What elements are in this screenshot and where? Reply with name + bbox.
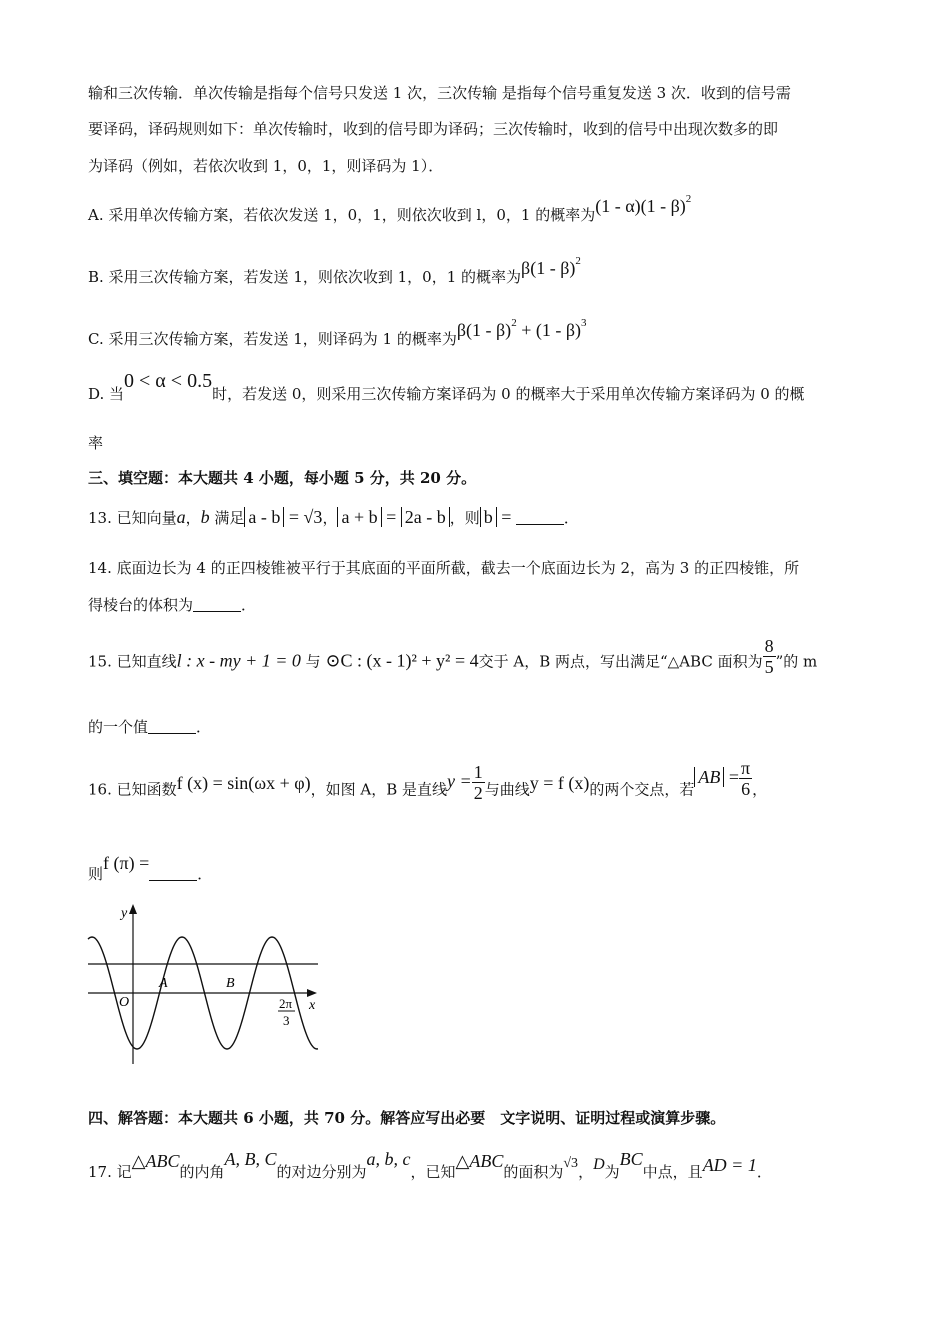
question-16: 16. 已知函数f (x) = sin(ωx + φ)，如图 A，B 是直线y = $\frac{1}{2}$ 与曲线y = f (x)的两个交点，若AB = $\frac{\pi}{6}$ ， xyxy=(88,758,768,803)
option-a xyxy=(88,193,692,226)
option-d xyxy=(88,370,805,405)
line-equation: l : x - my + 1 = 0 xyxy=(176,650,301,671)
section-4-heading: 四、解答题：本大题共 6 小题，共 70 分。解答应写出必要 文字说明、证明过程或演算步骤。 xyxy=(88,1109,726,1127)
function-definition: f (x) = sin(ωx + φ) xyxy=(176,772,311,793)
point-a-label: A xyxy=(159,976,168,991)
point-b-label: B xyxy=(226,976,235,991)
answer-blank-15 xyxy=(148,719,196,734)
option-c-text: C. 采用三次传输方案，若发送 1，则译码为 1 的概率为 xyxy=(88,330,457,348)
question-14-line-1: 14. 底面边长为 4 的正四棱锥被平行于其底面的平面所截，截去一个底面边长为 2，高为 3 的正四棱锥，所 xyxy=(88,559,800,577)
option-b-text: B. 采用三次传输方案，若发送 1，则依次收到 1，0，1 的概率为 xyxy=(88,268,522,286)
x-axis-arrow xyxy=(307,989,317,997)
tick-2pi-numerator: 2π xyxy=(279,996,293,1011)
option-d-prefix: D. 当 xyxy=(88,385,125,403)
tick-2pi-denominator: 3 xyxy=(283,1013,290,1028)
circle-equation: ⊙C : (x - 1)² + y² = 4 xyxy=(325,650,479,671)
option-a-text: A. 采用单次传输方案，若依次发送 1，0，1，则依次收到 l，0，1 的概率为 xyxy=(88,206,596,224)
x-axis-label: x xyxy=(309,998,316,1013)
origin-label: O xyxy=(119,995,130,1010)
option-d-text: 时，若发送 0，则采用三次传输方案译码为 0 的概率大于采用单次传输方案译码为 0 的概 xyxy=(212,385,805,403)
fraction-1-2: $\frac{1}{2}$ xyxy=(473,762,483,803)
option-d-math: 0 < α < 0.5 xyxy=(124,370,213,392)
section-3-heading: 三、填空题：本大题共 4 小题，每小题 5 分，共 20 分。 xyxy=(88,469,477,487)
option-d-continued: 率 xyxy=(88,434,104,452)
question-17: 17. 记△ABC的内角A, B, C的对边分别为a, b, c，已知△ABC的面积为√3，D为BC中点，且AD = 1． xyxy=(88,1149,772,1181)
intro-line-3: 为译码（例如，若依次收到 1，0，1，则译码为 1）． xyxy=(88,157,444,175)
option-a-math: (1 - α)(1 - β)$^2$ xyxy=(595,193,692,216)
option-b-math: β(1 - β)$^2$ xyxy=(521,255,581,278)
y-axis-arrow xyxy=(129,904,137,914)
question-16-line-2: 则f (π) =． xyxy=(88,853,213,883)
sine-graph xyxy=(85,898,325,1068)
question-13: 13. 已知向量a，b 满足 a - b = √3， a + b = 2a - b ，则 b = ． xyxy=(88,507,579,527)
intro-line-2: 要译码，译码规则如下：单次传输时，收到的信号即为译码；三次传输时，收到的信号中出现次数多的即 xyxy=(88,120,779,138)
fraction-8-5: $\frac{8}{5}$ xyxy=(764,636,774,677)
y-axis-label: y xyxy=(121,906,128,921)
intro-line-1: 输和三次传输．单次传输是指每个信号只发送 1 次，三次传输 是指每个信号重复发送 3 次．收到的信号需 xyxy=(88,84,791,102)
answer-blank-14 xyxy=(193,597,241,612)
answer-blank-13 xyxy=(516,510,564,525)
answer-blank-16 xyxy=(149,866,197,881)
option-c-math: β(1 - β)$^2$ + (1 - β)$^3$ xyxy=(456,317,587,340)
fraction-pi-6: $\frac{\pi}{6}$ xyxy=(741,758,751,799)
question-15: 15. 已知直线l : x - my + 1 = 0 与 ⊙C : (x - 1)² + y² = 4交于 A，B 两点，写出满足“△ABC 面积为 $\frac{8}{5}$ ”的 m xyxy=(88,636,818,677)
option-b xyxy=(88,255,581,288)
question-14-line-2: 得棱台的体积为 ． xyxy=(88,596,257,614)
question-15-line-2: 的一个值 ． xyxy=(88,718,212,736)
option-c xyxy=(88,317,587,350)
